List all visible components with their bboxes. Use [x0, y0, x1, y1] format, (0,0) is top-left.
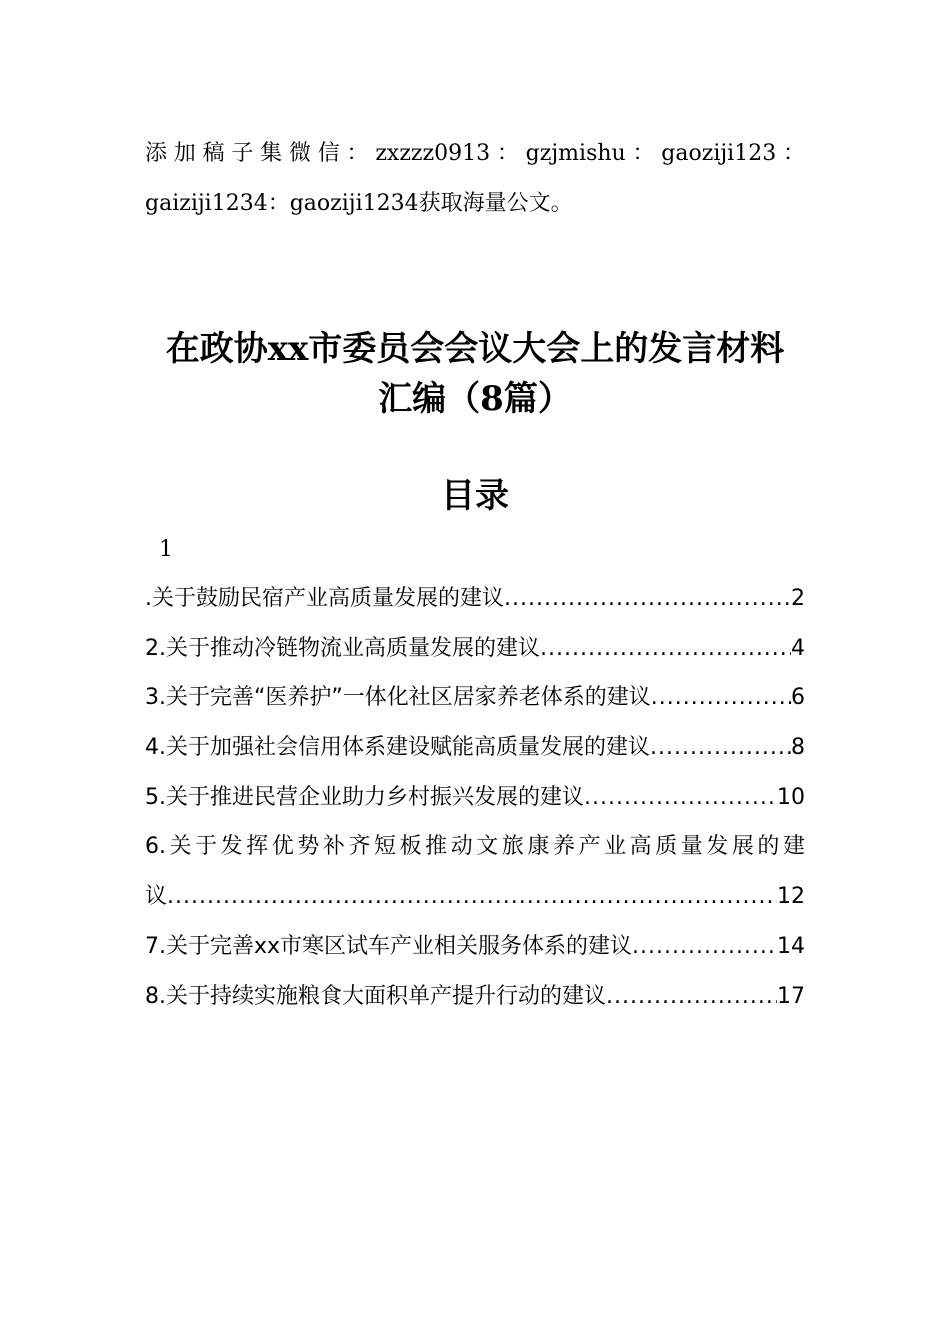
toc-entry-continuation — [145, 876, 805, 926]
toc-page-number: 8 — [791, 735, 805, 761]
toc-page-number: 12 — [777, 884, 805, 910]
document-title-line-1: 在政协xx市委员会会议大会上的发言材料 — [165, 329, 785, 369]
toc-leader-dots — [540, 628, 791, 670]
toc-heading: 目录 — [441, 476, 509, 516]
table-of-contents — [145, 578, 805, 1025]
wechat-contact-line: 添加稿子集微信：zxzzz0913：gzjmishu：gaoziji123： — [145, 141, 805, 166]
toc-leader-dots — [606, 976, 777, 1018]
toc-entry[interactable] — [145, 727, 805, 777]
toc-page-number: 6 — [791, 685, 805, 711]
toc-entry-title: .关于鼓励民宿产业高质量发展的建议 — [145, 586, 504, 611]
toc-entry-title-line-2: 议 — [145, 884, 168, 910]
toc-first-entry-number: 1 — [159, 537, 173, 562]
toc-entry-title: 3.关于完善“医养护”一体化社区居家养老体系的建议 — [145, 685, 651, 711]
toc-entry-title: 4.关于加强社会信用体系建设赋能高质量发展的建议 — [145, 735, 650, 761]
wechat-contact-line-continued: gaiziji1234：gaoziji1234获取海量公文。 — [145, 191, 573, 216]
toc-entry-wrapped[interactable] — [145, 826, 805, 925]
toc-page-number: 14 — [777, 933, 805, 959]
toc-entry-title: 8.关于持续实施粮食大面积单产提升行动的建议 — [145, 983, 606, 1009]
toc-leader-dots — [651, 677, 791, 719]
toc-entry-title: 5.关于推进民营企业助力乡村振兴发展的建议 — [145, 784, 584, 810]
toc-leader-dots — [167, 876, 777, 918]
toc-leader-dots — [504, 578, 791, 620]
toc-entry[interactable] — [145, 677, 805, 727]
toc-entry[interactable] — [145, 777, 805, 827]
toc-entry-title: 7.关于完善xx市寒区试车产业相关服务体系的建议 — [145, 933, 633, 959]
toc-leader-dots — [632, 926, 777, 968]
toc-entry[interactable] — [145, 628, 805, 678]
toc-leader-dots — [650, 727, 791, 769]
toc-page-number: 4 — [791, 635, 805, 661]
toc-entry-title-line-1: 6.关于发挥优势补齐短板推动文旅康养产业高质量发展的建 — [145, 834, 805, 860]
toc-entry[interactable] — [145, 976, 805, 1026]
toc-entry-title: 2.关于推动冷链物流业高质量发展的建议 — [145, 635, 540, 661]
toc-page-number: 17 — [777, 983, 805, 1009]
toc-leader-dots — [584, 777, 777, 819]
toc-page-number: 10 — [777, 784, 805, 810]
document-title-line-2: 汇编（8篇） — [378, 379, 572, 419]
toc-page-number: 2 — [791, 586, 805, 611]
toc-entry[interactable] — [145, 578, 805, 628]
toc-entry[interactable] — [145, 926, 805, 976]
